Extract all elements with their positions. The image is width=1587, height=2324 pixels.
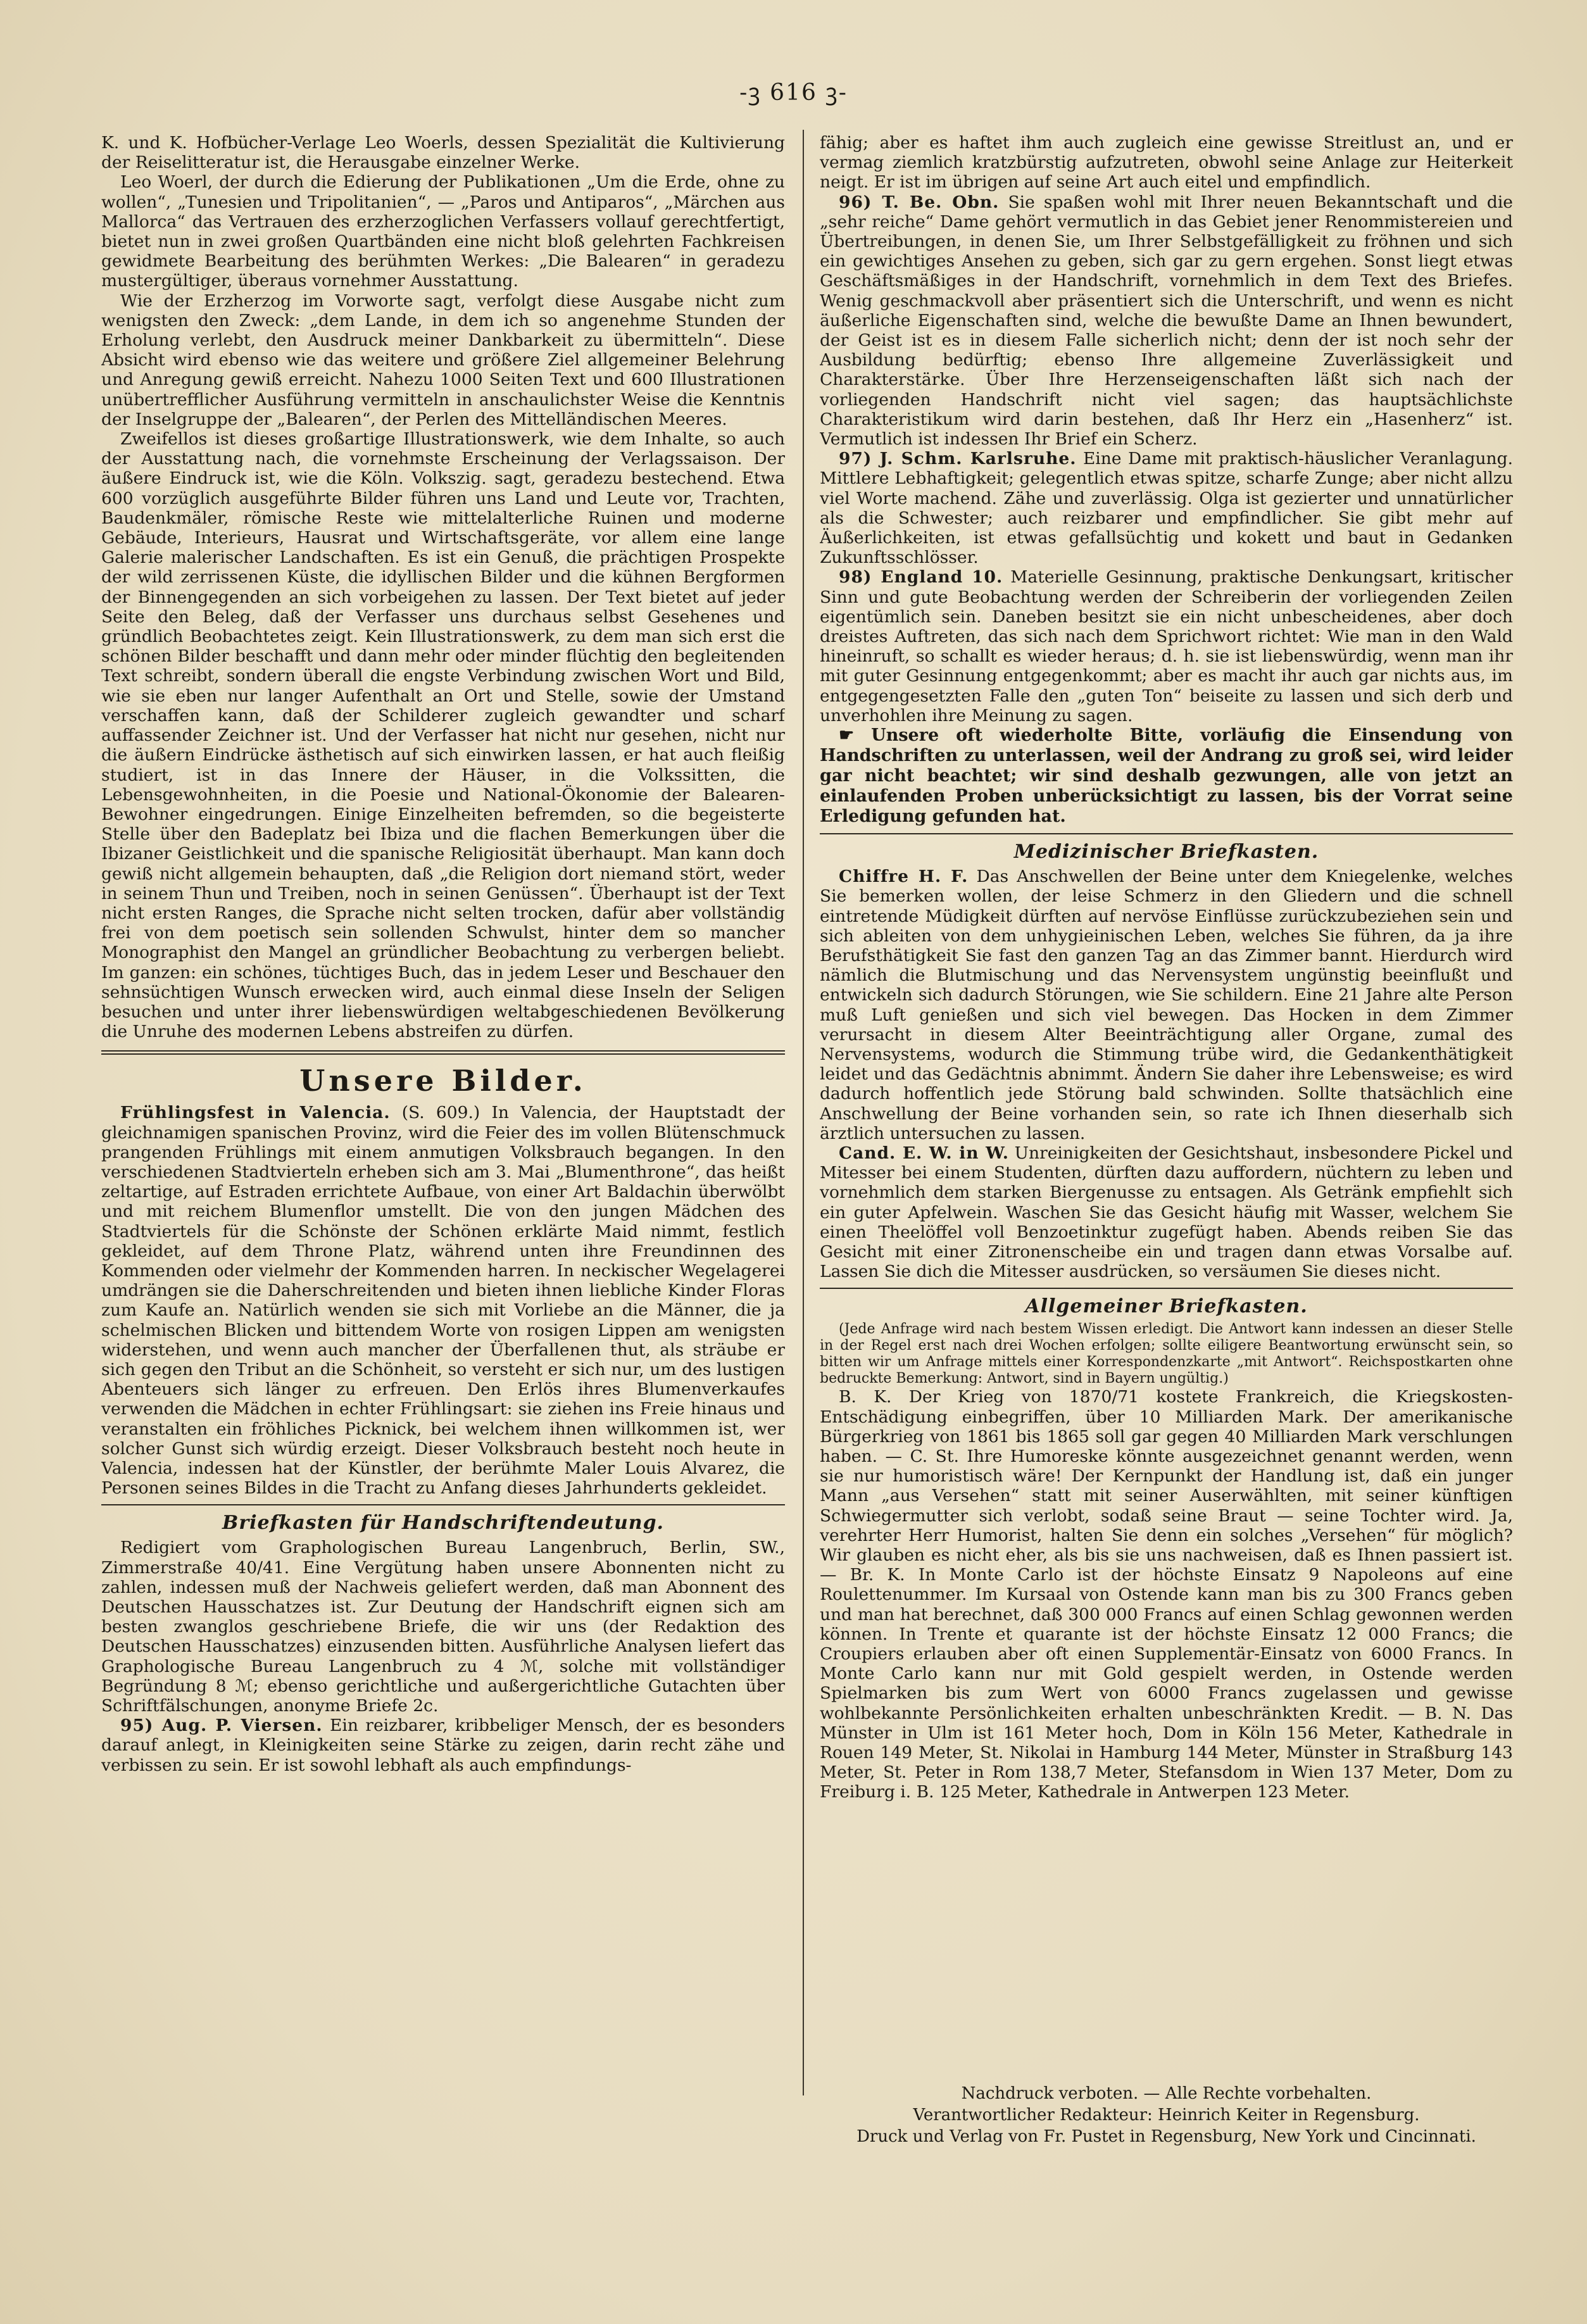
entry-text: Unreinigkeiten der Gesichtshaut, insbesondere Pickel und Mitesser bei einem Studenten, dürften dazu auffordern, nüchtern zu leben und vornehmlich dem starken Biergenusse zu entsagen. Als Getränk empfiehlt sich ein guter Apfelwein. Waschen Sie das Gesicht häufig mit Wasser, welchem Sie einen Theelöffel voll Benzoetinktur zugefügt haben. Abends reiben Sie das Gesicht mit einer Zitronenscheibe ein und tragen dann etwas Vorsalbe auf. Lassen Sie dich die Mitesser ausdrücken, so versäumen Sie dieses nicht.	[820, 1143, 1513, 1282]
paragraph	[101, 1103, 785, 1498]
ornament-right: ꝫ-	[825, 80, 848, 106]
section-title-allgemein: Allgemeiner Briefkasten.	[1025, 1295, 1308, 1318]
entry-lead: 95) Aug. P. Viersen.	[120, 1716, 323, 1736]
paragraph	[820, 867, 1513, 1143]
ornament-left: -ꝫ	[739, 80, 762, 106]
section-rule	[820, 1288, 1513, 1289]
section-title-medizin: Medizinischer Briefkasten.	[1013, 841, 1319, 864]
paragraph: Redigiert vom Graphologischen Bureau Langenbruch, Berlin, SW., Zimmerstraße 40/41. Eine Vergütung haben unsere Abonnenten nicht zu zahlen, indessen muß der Nachweis geliefert werden, daß man Abonnent des Deutschen Hausschatzes ist. Zur Deutung der Handschrift eignen sich am besten zwanglos geschriebene Briefe, die wir uns (der Redaktion des Deutschen Hausschatzes) einzusenden bitten. Ausführliche Analysen liefert das Graphologische Bureau Langenbruch zu 4 ℳ, solche mit vollständiger Begründung 8 ℳ; ebenso gerichtliche und außergerichtliche Gutachten über Schriftfälschungen, anonyme Briefe 2c.	[101, 1538, 785, 1716]
section-title-handschrift: Briefkasten für Handschriftendeutung.	[222, 1512, 664, 1535]
paragraph	[101, 1716, 785, 1775]
entry-lead: Chiffre H. F.	[839, 867, 969, 887]
paragraph: Wie der Erzherzog im Vorworte sagt, verfolgt diese Ausgabe nicht zum wenigsten den Zweck: „dem Lande, in dem ich so angenehme Stunden der Erholung verlebt, den Ausdruck meiner Dankbarkeit zu übermitteln“. Diese Absicht wird ebenso wie das weitere und größere Ziel allgemeiner Belehrung und Anregung gewiß erreicht. Nahezu 1000 Seiten Text und 600 Illustrationen unübertrefflicher Ausführung vermitteln in anschaulichster Weise die Kenntnis der Inselgruppe der „Balearen“, der Perlen des Mittelländischen Meeres.	[101, 291, 785, 429]
paragraph	[820, 567, 1513, 725]
entry-text: Materielle Gesinnung, praktische Denkungsart, kritischer Sinn und gute Beobachtung werden der Schreiberin der vorliegenden Zeilen eigentümlich sein. Daneben besitzt sie ein nicht unbescheidenes, aber doch dreistes Auftreten, das sich nach dem Sprichwort richtet: Wie man in den Wald hineinruft, so schallt es wieder heraus; d. h. sie ist liebenswürdig, wenn man ihr mit guter Gesinnung entgegenkommt; aber es macht ihr auch gar nichts aus, im entgegengesetzten Falle den „guten Ton“ beiseite zu lassen und sich derb und unverhohlen ihre Meinung zu sagen.	[820, 567, 1513, 725]
paragraph: Leo Woerl, der durch die Edierung der Publikationen „Um die Erde, ohne zu wollen“, „Tunesien und Tripolitanien“, — „Paros und Antiparos“, „Märchen aus Mallorca“ das Vertrauen des erzherzoglichen Verfassers vollauf gerechtfertigt, bietet nun in zwei großen Quartbänden eine nicht bloß gelehrten Fachkreisen gewidmete Bearbeitung des berühmten Werkes: „Die Balearen“ in geradezu mustergültiger, überaus vornehmer Ausstattung.	[101, 172, 785, 291]
right-column	[820, 133, 1513, 2064]
paragraph	[820, 192, 1513, 449]
section-rule	[820, 833, 1513, 834]
page-number: 616	[770, 80, 817, 106]
entry-lead: 98) England 10.	[839, 567, 1003, 587]
paragraph: fähig; aber es haftet ihm auch zugleich eine gewisse Streitlust an, und er vermag ziemlich kratzbürstig aufzutreten, obwohl seine Anlage zur Heiterkeit neigt. Er ist im übrigen auf seine Art auch eitel und empfindlich.	[820, 133, 1513, 192]
entry-text: Ein reizbarer, kribbeliger Mensch, der es besonders darauf anlegt, in Kleinigkeiten seine Stärke zu zeigen, darin recht zähe und verbissen zu sein. Er ist sowohl lebhaft als auch empfindungs-	[101, 1716, 785, 1775]
entry-text: In Valencia, der Hauptstadt der gleichnamigen spanischen Provinz, wird die Feier des im vollen Blütenschmuck prangenden Frühlings mit einem anmutigen Volksbrauch begangen. In den verschiedenen Stadtvierteln erheben sich am 3. Mai „Blumenthrone“, das heißt zeltartige, auf Estraden errichtete Aufbaue, von einer Art Baldachin überwölbt und mit reichem Blumenflor umstellt. Die von den jungen Mädchen des Stadtviertels für die Schönste der Schönen erklärte Maid nimmt, festlich gekleidet, auf dem Throne Platz, während unten ihre Freundinnen des Kommenden oder vielmehr der Kommenden harren. In neckischer Wegelagerei umdrängen sie die Daherschreitenden und bieten ihnen liebliche Kinder Floras zum Kaufe an. Natürlich wenden sie sich mit Vorliebe an die Männer, die ja schelmischen Blicken und bittendem Worte von rosigen Lippen am wenigsten widerstehen, und wenn auch mancher der Überfallenen thut, als sträube er sich gegen den Tribut an die Schönheit, so versteht er sich nur, um des lustigen Abenteuers sich länger zu erfreuen. Den Erlös ihres Blumenverkaufes verwenden die Mädchen in echter Frühlingsart: sie ziehen ins Freie hinaus und veranstalten ein fröhliches Picknick, bei welchem ihnen willkommen ist, wer solcher Gunst sich würdig erzeigt. Dieser Volksbrauch besteht noch heute in Valencia, indessen hat der Künstler, der berühmte Maler Louis Alvarez, die Personen seines Bildes in die Tracht zu Anfang dieses Jahrhunderts gekleidet.	[101, 1103, 785, 1498]
imprint-line: Druck und Verlag von Fr. Pustet in Regensburg, New York und Cincinnati.	[856, 2127, 1476, 2146]
imprint-line: Nachdruck verboten. — Alle Rechte vorbehalten.	[961, 2084, 1372, 2103]
column-divider	[803, 130, 804, 2095]
section-rule	[101, 1504, 785, 1505]
entry-lead: 97) J. Schm. Karlsruhe.	[839, 449, 1077, 469]
entry-lead: Frühlingsfest in Valencia.	[120, 1103, 391, 1123]
paragraph	[820, 1143, 1513, 1281]
entry-lead: 96) T. Be. Obn.	[839, 192, 1000, 212]
notice-paragraph: ☛ Unsere oft wiederholte Bitte, vorläufig die Einsendung von Handschriften zu unterlassen, weil der Andrang zu groß sei, wird leider gar nicht beachtet; wir sind deshalb gezwungen, alle von jetzt an einlaufenden Proben unberücksichtigt zu lassen, bis der Vorrat seine Erledigung gefunden hat.	[820, 725, 1513, 827]
section-rule	[101, 1050, 785, 1055]
paragraph: K. und K. Hofbücher-Verlage Leo Woerls, dessen Spezialität die Kultivierung der Reiselitteratur ist, die Herausgabe einzelner Werke.	[101, 133, 785, 173]
paragraph: Zweifellos ist dieses großartige Illustrationswerk, wie dem Inhalte, so auch der Ausstattung nach, die vornehmste Erscheinung der Verlagssaison. Der äußere Eindruck ist, wie die Köln. Volkszig. sagt, geradezu bestechend. Etwa 600 vorzüglich ausgeführte Bilder führen uns Land und Leute vor, Trachten, Baudenkmäler, römische Reste wie mittelalterliche Ruinen und moderne Gebäude, Interieurs, Hausrat und Wirtschaftsgeräte, vor allem eine lange Galerie malerischer Landschaften. Es ist ein Genuß, die prächtigen Prospekte der wild zerrissenen Küste, die idyllischen Bilder und die kühnen Bergformen der Binnengegenden an sich vorbeigehen zu lassen. Der Text bietet auf jeder Seite den Beleg, daß der Verfasser uns durchaus selbst Gesehenes und gründlich Beobachtetes zeigt. Kein Illustrationswerk, zu dem man sich erst die schönen Bilder beschafft und dann mehr oder minder flüchtig den begleitenden Text schreibt, sondern überall die engste Verbindung zwischen Wort und Bild, wie sie eben nur langer Aufenthalt an Ort und Stelle, sowie der Umstand verschaffen kann, daß der Schilderer zugleich gewandter und scharf auffassender Zeichner ist. Und der Verfasser hat nicht nur gesehen, nicht nur die äußern Eindrücke ästhetisch auf sich einwirken lassen, er hat auch fleißig studiert, ist in das Innere der Häuser, in die Volkssitten, die Lebensgewohnheiten, in die Poesie und National-Ökonomie der Balearen-Bewohner eingedrungen. Einige Einzelheiten befremden, so die begeisterte Stelle über den Badeplatz bei Ibiza und die flachen Bemerkungen über die Ibizaner Geistlichkeit und die spanische Religiosität überhaupt. Man kann doch gewiß nicht allgemein behaupten, daß „die Religion dort niemand stört, weder in seinem Thun und Treiben, noch in seinen Genüssen“. Überhaupt ist der Text nicht ersten Ranges, die Sprache nicht selten trocken, dafür aber vollständig frei von dem poetisch sein sollenden Schwulst, hinter dem so mancher Monographist den Mangel an gründlicher Beobachtung zu verbergen beliebt. Im ganzen: ein schönes, tüchtiges Buch, das in jedem Leser und Beschauer den sehnsüchtigen Wunsch erwecken wird, auch einmal diese Inseln der Seligen besuchen und unter ihrer liebenswürdigen weltabgeschiedenen Bevölkerung die Unruhe des modernen Lebens abstreifen zu dürfen.	[101, 429, 785, 1042]
section-title-bilder: Unsere Bilder.	[299, 1064, 587, 1098]
entry-ref: (S. 609.)	[401, 1103, 480, 1123]
entry-text: Sie spaßen wohl mit Ihrer neuen Bekanntschaft und die „sehr reiche“ Dame gehört vermutlich in das Gebiet jener Renommistereien und Übertreibungen, in denen Sie, um Ihrer Selbstgefälligkeit zu fröhnen und sich ein gewichtiges Ansehen zu geben, sich gar zu gern ergehen. Sonst liegt etwas Geschäftsmäßiges in der Handschrift, vornehmlich in dem Text des Briefes. Wenig geschmackvoll aber präsentiert sich die Unterschrift, und wenn es nicht äußerliche Eigenschaften sind, welche die bewußte Dame an Ihnen bewundert, der Geist ist es in diesem Falle sicherlich nicht; denn der ist noch sehr der Ausbildung bedürftig; ebenso Ihre allgemeine Zuverlässigkeit und Charakterstärke. Über Ihre Herzenseigenschaften läßt sich nach der vorliegenden Handschrift nicht viel sagen; das hauptsächlichste Charakteristikum wird darin bestehen, daß Ihr Herz ein „Hasenherz“ ist. Vermutlich ist indessen Ihr Brief ein Scherz.	[820, 192, 1513, 449]
left-column	[101, 133, 785, 2064]
paragraph: B. K. Der Krieg von 1870/71 kostete Frankreich, die Kriegskosten-Entschädigung einbegriffen, über 10 Milliarden Mark. Der amerikanische Bürgerkrieg von 1861 bis 1865 soll gar gegen 40 Milliarden Mark verschlungen haben. — C. St. Ihre Humoreske könnte ausgezeichnet genannt werden, wenn sie nur humoristisch wäre! Der Kernpunkt der Handlung ist, daß ein junger Mann „aus Versehen“ statt mit seiner Auserwählten, mit seiner künftigen Schwiegermutter sich verlobt, sodaß seine Braut — seine Tochter wird. Ja, verehrter Herr Humorist, halten Sie denn ein solches „Versehen“ für möglich? Wir glauben es nicht eher, als bis sie uns nachweisen, daß es Ihnen passiert ist. — Br. K. In Monte Carlo ist der höchste Einsatz 9 Napoleons auf eine Roulettenummer. Im Kursaal von Ostende kann man bis zu 300 Francs geben und man hat berechnet, daß 300 000 Francs auf einen Schlag gewonnen werden können. In Trente et quarante ist der höchste Einsatz 12 000 Francs; die Croupiers erlauben aber oft einen Supplementär-Einsatz von 6000 Francs. In Monte Carlo kann nur mit Gold gespielt werden, in Ostende werden Spielmarken bis zum Wert von 6000 Francs zugelassen und gewisse wohlbekannte Persönlichkeiten erhalten unbeschränkten Kredit. — B. N. Das Münster in Ulm ist 161 Meter hoch, Dom in Köln 156 Meter, Kathedrale in Rouen 149 Meter, St. Nikolai in Hamburg 144 Meter, Münster in Straßburg 143 Meter, St. Peter in Rom 138,7 Meter, Stefansdom in Wien 137 Meter, Dom zu Freiburg i. B. 125 Meter, Kathedrale in Antwerpen 123 Meter.	[820, 1387, 1513, 1802]
note-paragraph: (Jede Anfrage wird nach bestem Wissen erledigt. Die Antwort kann indessen an dieser Stelle in der Regel erst nach drei Wochen erfolgen; sollte eiligere Beantwortung erwünscht sein, so bitten wir um Anfrage mittels einer Korrespondenzkarte „mit Antwort“. Reichspostkarten ohne bedruckte Bemerkung: Antwort, sind in Bayern ungültig.)	[820, 1321, 1513, 1387]
entry-text: Eine Dame mit praktisch-häuslicher Veranlagung. Mittlere Lebhaftigkeit; gelegentlich etwas spitze, scharfe Zunge; aber nicht allzu viel Worte machend. Zähe und zuverlässig. Olga ist gezierter und unnatürlicher als die Schwester; auch reizbarer und empfindlicher. Sie gibt mehr auf Äußerlichkeiten, ist etwas gefallsüchtig und kokett und baut in Gedanken Zukunftsschlösser.	[820, 449, 1513, 568]
paragraph	[820, 449, 1513, 567]
imprint-footer	[820, 2083, 1513, 2147]
entry-lead: Cand. E. W. in W.	[839, 1143, 1009, 1163]
page-number-line	[0, 76, 1587, 107]
imprint-line: Verantwortlicher Redakteur: Heinrich Keiter in Regensburg.	[913, 2106, 1420, 2125]
entry-text: Das Anschwellen der Beine unter dem Kniegelenke, welches Sie bemerken wollen, der leise Schmerz in den Gliedern und die schnell eintretende Müdigkeit dürften auf nervöse Einflüsse zurückzubeziehen sein und sich ableiten von dem unhygieinischen Leben, welches Sie führen, da ja ihre Berufsthätigkeit Sie fast den ganzen Tag an das Zimmer bannt. Hierdurch wird nämlich die Blutmischung und das Nervensystem ungünstig beeinflußt und entwickeln sich dadurch Störungen, wie Sie schildern. Eine 21 Jahre alte Person muß Luft genießen und sich viel bewegen. Das Hocken in dem Zimmer verursacht in diesem Alter Beeinträchtigung aller Organe, zumal des Nervensystems, wodurch die Stimmung trübe wird, die Gedankenthätigkeit leidet und das Gedächtnis abnimmt. Ändern Sie daher ihre Lebensweise; es wird dadurch hoffentlich jede Störung bald schwinden. Sollte thatsächlich eine Anschwellung der Beine vorhanden sein, so rate ich Ihnen dieserhalb sich ärztlich untersuchen zu lassen.	[820, 867, 1513, 1143]
